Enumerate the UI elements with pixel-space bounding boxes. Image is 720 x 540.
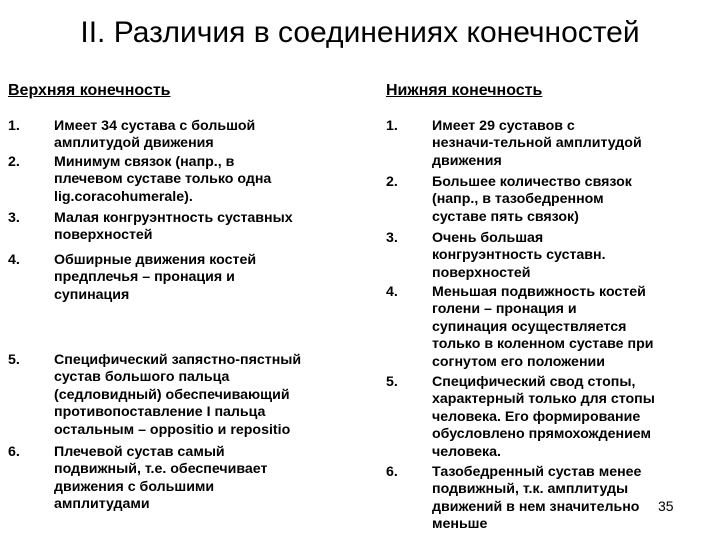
item-text: Обширные движения костей предплечья – пронация и супинация [54, 252, 257, 303]
item-number: 4. [386, 284, 398, 300]
list-item [386, 174, 716, 226]
item-text: Тазобедренный сустав менее подвижный, т.к. амплитуды движений в нем значительно меньше [432, 464, 642, 533]
item-text: Специфический запястно-пястный сустав большого пальца (седловидный) обеспечивающий противопоставление I пальца остальным – oppositio и repositio [54, 352, 302, 438]
list-item [8, 210, 368, 245]
item-text: Специфический свод стопы, характерный только для стопы человека. Его формирование обусловлено прямохождением человека. [432, 374, 655, 460]
item-text: Очень большая конгруэнтность суставн. поверхностей [432, 230, 606, 281]
upper-limb-heading: Верхняя конечность [8, 82, 171, 99]
item-text: Минимум связок (напр., в плечевом суставе только одна lig.coracohumerale). [54, 154, 272, 205]
list-item [8, 118, 255, 153]
item-text: Имеет 34 сустава с большой амплитудой движения [54, 118, 256, 152]
list-item [8, 252, 368, 304]
item-number: 3. [386, 230, 398, 246]
item-number: 5. [8, 352, 20, 368]
list-item [386, 118, 716, 170]
list-item [386, 284, 716, 371]
item-number: 1. [8, 118, 20, 134]
list-item [8, 154, 368, 206]
item-text: Меньшая подвижность костей голени – пронация и супинация осуществляется только в коленном суставе при согнутом его положении [432, 284, 654, 370]
lower-limb-heading: Нижняя конечность [386, 82, 543, 99]
list-item [386, 374, 716, 461]
item-number: 2. [8, 154, 20, 170]
list-item [8, 352, 368, 439]
item-text: Имеет 29 суставов с незначи-тельной амплитудой движения [432, 118, 642, 169]
list-item [386, 230, 716, 282]
item-number: 6. [386, 464, 398, 480]
slide-title: II. Различия в соединениях конечностей [80, 16, 640, 49]
item-number: 5. [386, 374, 398, 390]
page-number: 35 [658, 498, 674, 514]
item-number: 6. [8, 444, 20, 460]
item-number: 1. [386, 118, 398, 134]
item-text: Большее количество связок (напр., в тазобедренном суставе пять связок) [432, 174, 632, 225]
list-item [8, 444, 368, 514]
item-number: 3. [8, 210, 20, 226]
item-number: 2. [386, 174, 398, 190]
item-text: Плечевой сустав самый подвижный, т.е. обеспечивает движения с большими амплитудами [54, 444, 268, 513]
item-text: Малая конгруэнтность суставных поверхностей [54, 210, 293, 244]
item-number: 4. [8, 252, 20, 268]
